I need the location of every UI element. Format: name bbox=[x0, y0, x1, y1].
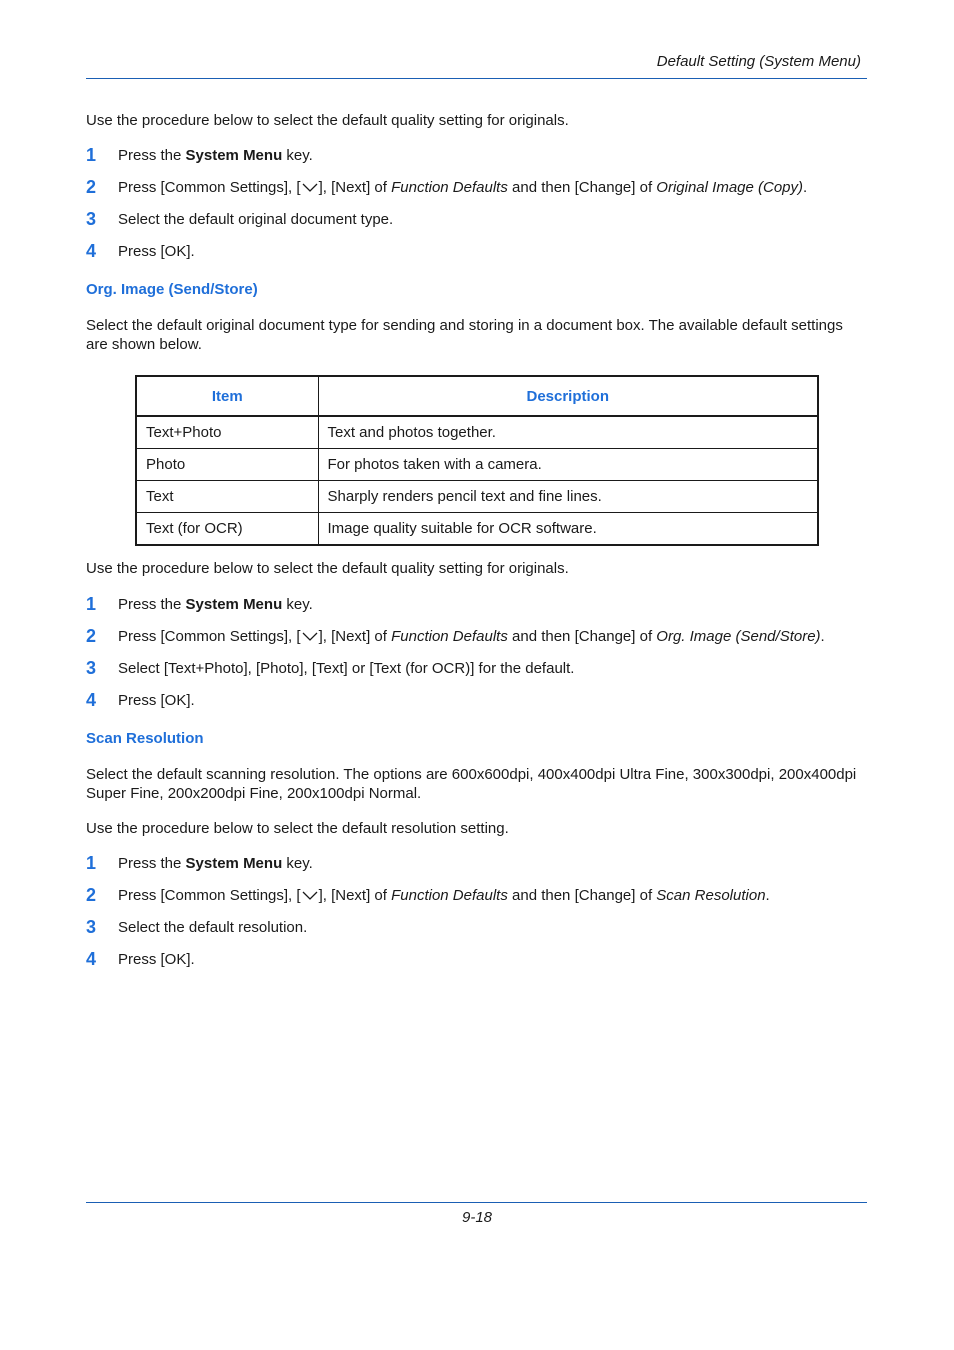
step-number: 2 bbox=[86, 885, 97, 905]
step-text: Press [Common Settings], [ ], [Next] of Function Defaults and then [Change] of Org. Image (Send/Store). bbox=[118, 628, 825, 645]
table-cell-item: Text bbox=[136, 481, 318, 513]
table-row bbox=[136, 449, 818, 481]
chevron-down-icon bbox=[302, 632, 318, 642]
step-number: 4 bbox=[86, 949, 97, 969]
section-heading-scan-resolution: Scan Resolution bbox=[86, 730, 204, 747]
step-number: 2 bbox=[86, 177, 97, 197]
section-heading-org-image: Org. Image (Send/Store) bbox=[86, 281, 258, 298]
step-text: Press [OK]. bbox=[118, 692, 195, 709]
chevron-down-icon bbox=[302, 183, 318, 193]
page-number: 9-18 bbox=[461, 1209, 493, 1226]
table-cell-description: Sharply renders pencil text and fine lines. bbox=[318, 481, 818, 513]
step-text: Press the System Menu key. bbox=[118, 147, 313, 164]
step-number: 3 bbox=[86, 658, 97, 678]
intro-text-1: Use the procedure below to select the default quality setting for originals. bbox=[86, 112, 569, 129]
step-text: Select the default resolution. bbox=[118, 919, 308, 936]
table-cell-item: Text+Photo bbox=[136, 416, 318, 449]
table-row bbox=[136, 481, 818, 513]
header-rule bbox=[86, 78, 867, 79]
intro-text-3: Use the procedure below to select the default resolution setting. bbox=[86, 820, 509, 837]
table-row bbox=[136, 416, 818, 449]
chevron-down-icon bbox=[302, 891, 318, 901]
step-number: 1 bbox=[86, 594, 97, 614]
step-number: 4 bbox=[86, 241, 97, 261]
step-text: Press [OK]. bbox=[118, 243, 195, 260]
step-text: Select [Text+Photo], [Photo], [Text] or [Text (for OCR)] for the default. bbox=[118, 660, 575, 677]
table-cell-item: Text (for OCR) bbox=[136, 513, 318, 546]
step-text: Press the System Menu key. bbox=[118, 596, 313, 613]
intro-text-2: Use the procedure below to select the default quality setting for originals. bbox=[86, 560, 569, 577]
step-number: 3 bbox=[86, 209, 97, 229]
header-title: Default Setting (System Menu) bbox=[656, 53, 861, 70]
step-number: 1 bbox=[86, 145, 97, 165]
step-number: 4 bbox=[86, 690, 97, 710]
table-cell-item: Photo bbox=[136, 449, 318, 481]
step-number: 2 bbox=[86, 626, 97, 646]
step-text: Press [Common Settings], [ ], [Next] of Function Defaults and then [Change] of Original Image (Copy). bbox=[118, 179, 808, 196]
step-text: Press [OK]. bbox=[118, 951, 195, 968]
step-text: Press [Common Settings], [ ], [Next] of Function Defaults and then [Change] of Scan Resolution. bbox=[118, 887, 770, 904]
table-cell-description: Image quality suitable for OCR software. bbox=[318, 513, 818, 546]
step-text: Press the System Menu key. bbox=[118, 855, 313, 872]
table-row bbox=[136, 513, 818, 546]
table-cell-description: Text and photos together. bbox=[318, 416, 818, 449]
table-header-row bbox=[136, 376, 818, 416]
table-cell-description: For photos taken with a camera. bbox=[318, 449, 818, 481]
settings-table bbox=[135, 375, 819, 546]
step-number: 3 bbox=[86, 917, 97, 937]
section-description: Select the default scanning resolution. The options are 600x600dpi, 400x400dpi Ultra Fine, 300x300dpi, 200x400dpi Super Fine, 200x200dpi Fine, 200x100dpi Normal. bbox=[86, 766, 857, 802]
step-number: 1 bbox=[86, 853, 97, 873]
section-description: Select the default original document type for sending and storing in a document box. The available default settings are shown below. bbox=[86, 317, 843, 353]
table-header-cell: Item bbox=[136, 376, 318, 416]
footer-rule bbox=[86, 1202, 867, 1203]
table-header-cell: Description bbox=[318, 376, 818, 416]
step-text: Select the default original document type. bbox=[118, 211, 394, 228]
